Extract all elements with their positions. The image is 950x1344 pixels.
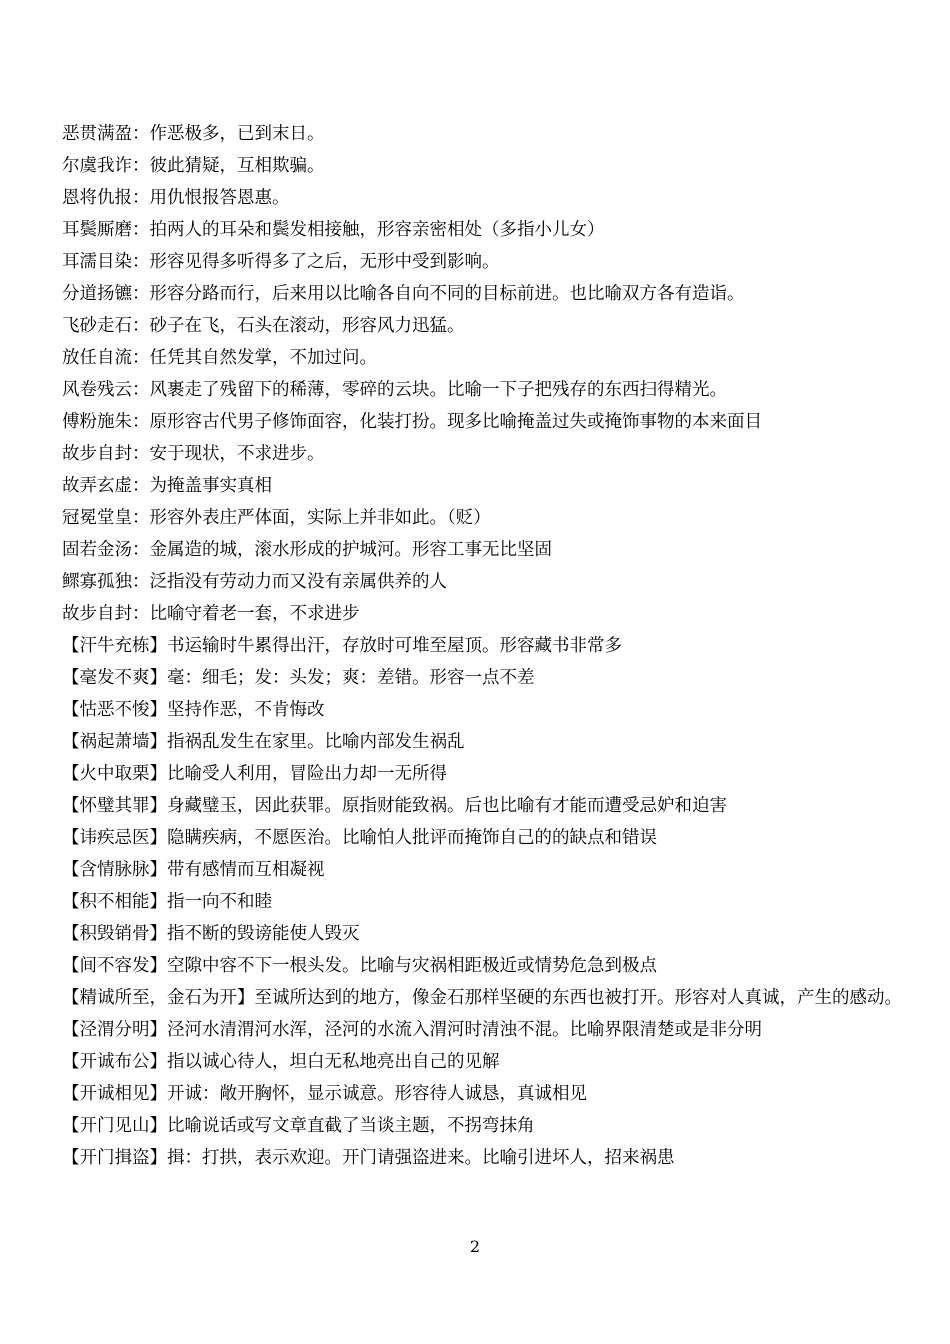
- idiom-entry: 【间不容发】空隙中容不下一根头发。比喻与灾祸相距极近或情势危急到极点: [62, 956, 657, 976]
- idiom-entry: 鳏寡孤独：泛指没有劳动力而又没有亲属供养的人: [62, 572, 447, 592]
- idiom-entry: 【泾渭分明】泾河水清渭河水浑，泾河的水流入渭河时清浊不混。比喻界限清楚或是非分明: [62, 1020, 762, 1040]
- idiom-entry-list: [62, 118, 904, 1174]
- idiom-entry: 恩将仇报：用仇恨报答恩惠。: [62, 188, 290, 208]
- idiom-entry: 尔虞我诈：彼此猜疑，互相欺骗。: [62, 156, 325, 176]
- idiom-entry: 风卷残云：风裹走了残留下的稀薄，零碎的云块。比喻一下子把残存的东西扫得精光。: [62, 380, 727, 400]
- idiom-entry: 放任自流：任凭其自然发掌，不加过问。: [62, 348, 377, 368]
- idiom-entry: 耳鬓厮磨：拍两人的耳朵和鬓发相接触，形容亲密相处（多指小儿女）: [62, 220, 605, 240]
- idiom-entry: 【开诚相见】开诚：敞开胸怀，显示诚意。形容待人诚恳，真诚相见: [62, 1084, 587, 1104]
- idiom-entry: 故弄玄虚：为掩盖事实真相: [62, 476, 272, 496]
- idiom-entry: 【精诚所至，金石为开】至诚所达到的地方，像金石那样坚硬的东西也被打开。形容对人真诚，产生的感动。: [62, 988, 902, 1008]
- idiom-entry: 故步自封：安于现状，不求进步。: [62, 444, 325, 464]
- idiom-entry: 【开门揖盗】揖：打拱，表示欢迎。开门请强盗进来。比喻引进坏人，招来祸患: [62, 1148, 675, 1168]
- idiom-entry: 【开门见山】比喻说话或写文章直截了当谈主题，不拐弯抹角: [62, 1116, 535, 1136]
- idiom-entry: 【开诚布公】指以诚心待人，坦白无私地亮出自己的见解: [62, 1052, 500, 1072]
- idiom-entry: 恶贯满盈：作恶极多，已到末日。: [62, 124, 325, 144]
- idiom-entry: 【怙恶不悛】坚持作恶，不肯悔改: [62, 700, 325, 720]
- page-number: 2: [469, 1237, 481, 1256]
- idiom-entry: 【汗牛充栋】书运输时牛累得出汗，存放时可堆至屋顶。形容藏书非常多: [62, 636, 622, 656]
- idiom-entry: 【积毁销骨】指不断的毁谤能使人毁灭: [62, 924, 360, 944]
- idiom-entry: 【含情脉脉】带有感情而互相凝视: [62, 860, 325, 880]
- idiom-entry: 【祸起萧墙】指祸乱发生在家里。比喻内部发生祸乱: [62, 732, 465, 752]
- idiom-entry: 【火中取栗】比喻受人利用，冒险出力却一无所得: [62, 764, 447, 784]
- idiom-entry: 冠冕堂皇：形容外表庄严体面，实际上并非如此。（贬）: [62, 508, 491, 528]
- idiom-entry: 耳濡目染：形容见得多听得多了之后，无形中受到影响。: [62, 252, 500, 272]
- idiom-entry: 故步自封：比喻守着老一套，不求进步: [62, 604, 360, 624]
- idiom-entry: 傅粉施朱：原形容古代男子修饰面容，化装打扮。现多比喻掩盖过失或掩饰事物的本来面目: [62, 412, 762, 432]
- idiom-entry: 固若金汤：金属造的城，滚水形成的护城河。形容工事无比坚固: [62, 540, 552, 560]
- idiom-entry: 【积不相能】指一向不和睦: [62, 892, 272, 912]
- idiom-entry: 【怀璧其罪】身藏璧玉，因此获罪。原指财能致祸。后也比喻有才能而遭受忌妒和迫害: [62, 796, 727, 816]
- idiom-entry: 【讳疾忌医】隐瞒疾病，不愿医治。比喻怕人批评而掩饰自己的的缺点和错误: [62, 828, 657, 848]
- idiom-entry: 分道扬镳：形容分路而行，后来用以比喻各自向不同的目标前进。也比喻双方各有造诣。: [62, 284, 745, 304]
- idiom-entry: 【毫发不爽】毫：细毛；发：头发；爽：差错。形容一点不差: [62, 668, 535, 688]
- idiom-entry: 飞砂走石：砂子在飞，石头在滚动，形容风力迅猛。: [62, 316, 465, 336]
